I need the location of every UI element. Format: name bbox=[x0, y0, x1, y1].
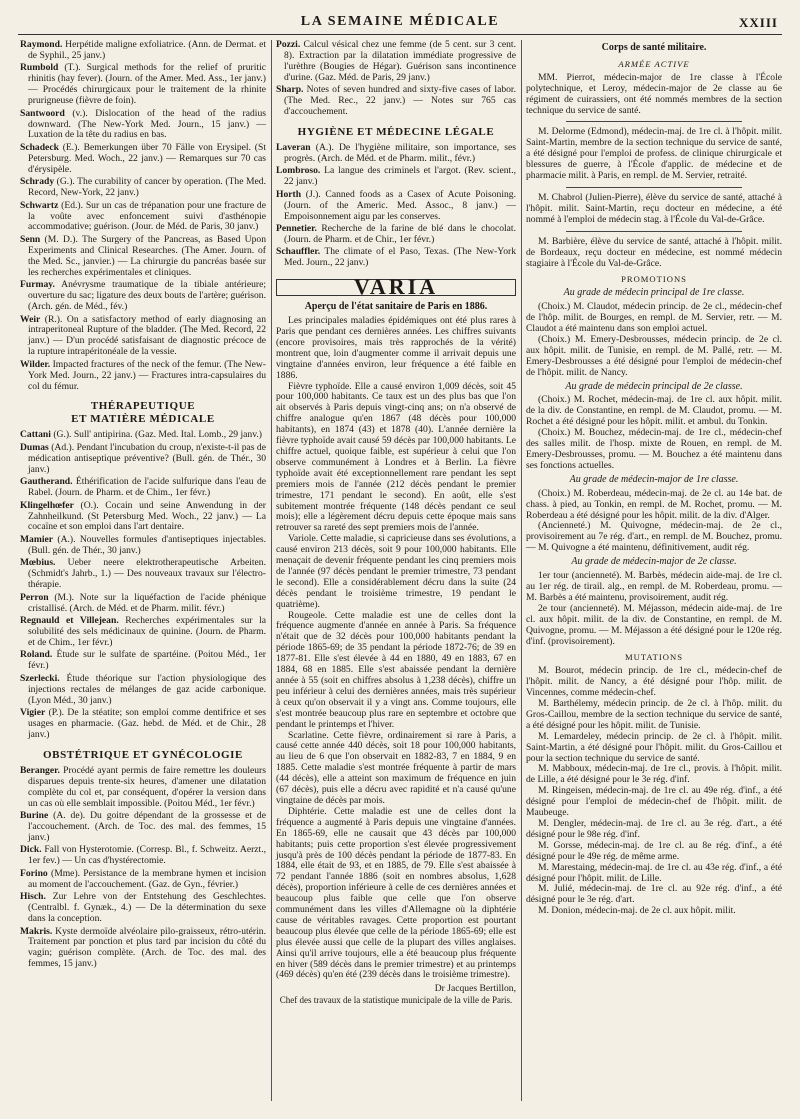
entry-author: Pozzi. bbox=[276, 39, 301, 50]
entry-text: (A. de). Du goitre dépendant de la grossesse et de l'accouchement. (Arch. de Toc. des mal. des femmes, 15 janv.) bbox=[28, 810, 266, 843]
entry-text: (T.). Surgical methods for the relief of pruritic rhinitis (hay fever). (Journ. of the Amer. Med. Ass., 1er janv.) — Procédés chirurgicaux pour le traitement de la rhinite prurigneuse (fièvre de foin). bbox=[28, 62, 266, 107]
entry-text: (A.). Nouvelles formules d'antiseptiques injectables. (Bull. gén. de Thér., 30 janv.) bbox=[28, 533, 266, 556]
entry-text: Étude théorique sur l'action physiologique des injections rectales de mélanges de gaz acide carbonique. (Lyon Méd., 30 janv.) bbox=[28, 672, 266, 706]
mutations-heading: MUTATIONS bbox=[625, 652, 683, 663]
entry-text: La langue des criminels et l'argot. (Rev. scient., 22 janv.) bbox=[284, 165, 516, 188]
column-middle bbox=[276, 40, 516, 1006]
bibliography-entry bbox=[20, 869, 266, 891]
grade-heading: Au grade de médecin principal de 1re classe. bbox=[563, 287, 745, 299]
entry-author: Beranger. bbox=[20, 764, 60, 776]
separator bbox=[566, 121, 742, 122]
entry-author: Gautherand. bbox=[20, 476, 73, 488]
entry-author: Forino bbox=[20, 867, 48, 879]
bibliography-entry bbox=[20, 927, 266, 971]
promotions-heading: PROMOTIONS bbox=[621, 274, 687, 285]
entry-text: Impacted fractures of the neck of the femur. (The New-York Med. Journ., 22 janv.) — Fractures intra-capsulaires du col du fémur. bbox=[28, 358, 266, 392]
entry-author: Furmay. bbox=[20, 279, 55, 291]
entry-author: Schauffler. bbox=[276, 246, 321, 258]
entry-author: Mamier bbox=[20, 533, 54, 545]
entry-author: Dumas bbox=[20, 441, 49, 453]
entry-author: Klingelhœfer bbox=[20, 499, 74, 511]
entry-author: Horth bbox=[276, 188, 302, 200]
page-header bbox=[18, 12, 782, 34]
bibliography-entry bbox=[20, 430, 266, 441]
entry-text: (Ad.). Pendant l'incubation du croup, n'existe-t-il pas de médication antiseptique préventive? (Bull. gén. de Thér., 30 janv.) bbox=[28, 441, 266, 475]
news-paragraph: (Ancienneté.) M. Quivogne, médecin-maj. de 2e cl., provisoirement au 7e rég. d'art., en rempl. de M. Bouchez, promu. — M. Quivogne a été maintenu, définitivement, audit rég. bbox=[526, 520, 782, 554]
varia-subtitle: Aperçu de l'état sanitaire de Paris en 1886. bbox=[304, 301, 488, 313]
bibliography-list bbox=[20, 430, 266, 740]
header-rule bbox=[18, 34, 782, 35]
grade-heading: Au grade de médecin-major de 2e classe. bbox=[571, 556, 737, 568]
entry-text: Calcul vésical chez une femme (de 5 cent. sur 3 cent. 8). Extraction par la dilatation immédiate progressive de l'urèthre (Bougies de Hégar). Guérison sans incontinence d'urine. (Gaz. Méd. de Paris, 29 janv.) bbox=[284, 39, 516, 83]
entry-author: Santwoord bbox=[20, 107, 65, 119]
bibliography-entry bbox=[20, 477, 266, 499]
entry-author: Schwartz bbox=[20, 199, 59, 211]
bibliography-entry bbox=[20, 892, 266, 925]
entry-author: Cattani bbox=[20, 429, 51, 441]
news-paragraph: (Choix.) M. Bouchez, médecin-maj. de 1re cl., médecin-chef des salles milit. de l'hosp. mixte de Rouen, en rempl. de M. Emery-Desbrousses, promu. — M. Bouchez a été maintenu dans ses fonctions actuelles. bbox=[526, 427, 782, 471]
news-paragraph: M. Chabrol (Julien-Pierre), élève du service de santé, attaché à l'hôpit. milit. Saint-Martin, reçu docteur en médecine, a été nommé à l'emploi de médecin stag. à l'École du Val-de-Grâce. bbox=[526, 191, 782, 225]
entry-author: Weir bbox=[20, 313, 41, 325]
entry-author: Senn bbox=[20, 233, 41, 245]
news-paragraph: 2e tour (ancienneté). M. Méjasson, médecin aide-maj. de 1re cl. aux hôpit. milit. de la div. de Constantine, en rempl. de M. Quivogne, promu. — M. Méjasson a été désigné pour le 120e rég. d'inf. (provisoirement). bbox=[526, 602, 782, 647]
bibliography-entry bbox=[276, 224, 516, 246]
entry-text: (Mme). Persistance de la membrane hymen et incision au moment de l'accouchement. (Gaz. de Gyn., février.) bbox=[28, 867, 266, 890]
bibliography-entry bbox=[276, 143, 516, 165]
author-affiliation: Chef des travaux de la statistique municipale de la ville de Paris. bbox=[279, 995, 513, 1006]
entry-text: Ueber neere elektrotherapeutische Arbeiten. (Schmidt's Jahrb., 1.) — Des nouveaux travaux sur l'électro-thérapie. bbox=[28, 557, 266, 591]
bibliography-entry bbox=[276, 85, 516, 118]
entry-author: Wilder. bbox=[20, 358, 51, 370]
entry-text: (E.). Bemerkungen über 70 Fälle von Erysipel. (St Petersburg. Med. Woch., 22 janv.) — Remarques sur 70 cas d'érysipèle. bbox=[28, 141, 266, 175]
entry-text: Procédé ayant permis de faire remettre les douleurs disparues depuis trente-six heures, d'amener une dilatation complète du col et, par conséquent, d'opérer la version dans un cas où elle semblait impossible. (Poitou Méd., 1er févr.) bbox=[28, 764, 266, 809]
article-paragraph: M. Barthélemy, médecin princip. de 2e cl. à l'hôp. milit. du Gros-Caillou, membre de la section technique du service de santé, a été désigné pour les hôpit. milit. de Tunisie. bbox=[526, 698, 782, 731]
entry-author: Schadeck bbox=[20, 141, 59, 153]
entry-text: (P.). De la stéatite; son emploi comme dentifrice et ses usages en pharmacie. (Gaz. hebd. de Méd. et de Chir., 28 janv.) bbox=[28, 707, 266, 740]
mutations-list bbox=[526, 666, 782, 917]
section-title-obstetrique: OBSTÉTRIQUE ET GYNÉCOLOGIE bbox=[42, 748, 243, 761]
page-number: XXIII bbox=[739, 15, 778, 30]
varia-article bbox=[276, 316, 516, 981]
author-signature: Dr Jacques Bertillon, bbox=[434, 983, 516, 995]
bibliography-entry bbox=[20, 811, 266, 844]
bibliography-entry bbox=[20, 63, 266, 107]
news-paragraph: 1er tour (ancienneté). M. Barbès, médecin aide-maj. de 1re cl. au 1er rég. de tirail. alg., en rempl. de M. Roberdeau, promu. — M. Barbès a été maintenu, provisoirement, audit rég. bbox=[526, 570, 782, 603]
bibliography-entry bbox=[20, 143, 266, 176]
entry-text: (v.). Dislocation of the head of the radius downward. (The New-York Med. Journ., 15 janv.) — Luxation de la tête du radius en bas. bbox=[28, 107, 266, 141]
bibliography-entry bbox=[20, 650, 266, 672]
bibliography-entry bbox=[20, 535, 266, 557]
bibliography-entry bbox=[20, 177, 266, 199]
entry-text: Éthérification de l'acide sulfurique dans l'eau de Rabel. (Journ. de Pharm. et de Chim., 1er févr.) bbox=[28, 476, 266, 499]
bibliography-entry bbox=[20, 40, 266, 62]
article-paragraph: M. Donion, médecin-maj. de 2e cl. aux hôpit. milit. bbox=[538, 905, 736, 917]
bibliography-list bbox=[276, 143, 516, 269]
entry-author: Burine bbox=[20, 810, 49, 822]
grade-heading: Au grade de médecin principal de 2e classe. bbox=[565, 380, 743, 392]
news-paragraph: (Choix.) M. Claudot, médecin princip. de 2e cl., médecin-chef de l'hôp. milit. de Bourges, en rempl. de M. Servier, retr. — M. Claudot a été maintenu dans son emploi actuel. bbox=[526, 301, 782, 335]
bibliography-entry bbox=[276, 166, 516, 188]
entry-author: Lombroso. bbox=[276, 165, 321, 177]
article-paragraph: Variole. Cette maladie, si capricieuse dans ses évolutions, a causé environ 213 décès, soit 9 pour 100,000 habitants. Elle menaçait de devenir fréquente pendant les cinq premiers mois de l'année (97 décès pendant le premier trimestre, 73 pendant le second). Elle a considérablement décru dans la suite (24 décès pendant le troisième trimestre, 19 pendant le quatrième). bbox=[276, 533, 516, 610]
bibliography-entry bbox=[20, 616, 266, 649]
bibliography-entry bbox=[20, 708, 266, 741]
entry-author: Szerlecki. bbox=[20, 672, 60, 684]
bibliography-entry bbox=[20, 845, 266, 867]
entry-author: Pennetier. bbox=[276, 223, 317, 235]
entry-text: (M.). Note sur la liquéfaction de l'acide phénique cristallisé. (Arch. de Méd. et de Pharm. milit. févr.) bbox=[28, 591, 266, 614]
journal-title: LA SEMAINE MÉDICALE bbox=[300, 14, 500, 29]
article-paragraph: M. Lemardeley, médecin princip. de 2e cl. à l'hôpit. milit. Saint-Martin, a été désigné pour l'hôpit. milit. du Gros-Caillou et pour la section technique du service de santé. bbox=[526, 730, 782, 764]
news-paragraph: MM. Pierrot, médecin-major de 1re classe à l'École polytechnique, et Leroy, médecin-major de 2e classe au 6e régiment de cuirassiers, ont été nommés membres de la section technique du service de santé. bbox=[526, 71, 782, 116]
entry-author: Mœbius. bbox=[20, 557, 56, 569]
bibliography-entry bbox=[20, 280, 266, 313]
bibliography-entry bbox=[276, 247, 516, 269]
entry-text: (G.). The curability of cancer by operation. (The Med. Record, New-York, 22 janv.) bbox=[28, 176, 266, 199]
bibliography-entry bbox=[20, 593, 266, 615]
entry-author: Vigier bbox=[20, 707, 46, 719]
entry-text: (A.). De l'hygiène militaire, son importance, ses progrès. (Arch. de Méd. et de Pharm. milit., févr.) bbox=[284, 141, 516, 164]
news-paragraph: (Choix.) M. Rochet, médecin-maj. de 1re cl. aux hôpit. milit. de la div. de Constantine, en rempl. de M. Claudot, promu. — M. Rochet a été désigné pour les hôpit. milit. et ambul. du Tonkin. bbox=[526, 394, 782, 428]
entry-text: Étude sur le sulfate de spartéine. (Poitou Méd., 1er févr.) bbox=[28, 649, 266, 672]
column-divider bbox=[271, 40, 272, 1101]
entry-text: The climate of el Paso, Texas. (The New-York Med. Journ., 22 janv.) bbox=[284, 246, 516, 269]
article-paragraph: Scarlatine. Cette fièvre, ordinairement si rare à Paris, a causé cette année 440 décès, soit 18 pour 100,000 habitants, au lieu de 6 que l'on observait en 1882-83, 7 en 1884, 9 en 1885. Cette maladie s'est montrée fréquente à partir de mars (44 décès), elle a atteint son maximum de fréquence en juin (67 décès), puis elle a décru avec rapidité et n'a causé qu'une vingtaine de décès par mois. bbox=[276, 729, 516, 806]
entry-text: (Ed.). Sur un cas de trépanation pour une fracture de la voûte avec enfoncement suivi d'asthénopie accommodative; guérison. (Jour. de Méd. de Paris, 30 janv.) bbox=[28, 199, 266, 233]
entry-text: (G.). Sull' antipirina. (Gaz. Med. Ital. Lomb., 29 janv.) bbox=[50, 429, 262, 441]
news-paragraph: M. Barbière, élève du service de santé, attaché à l'hôpit. milit. de Bordeaux, reçu docteur en médecine, est nommé médecin stagiaire à l'École du Val-de-Grâce. bbox=[526, 235, 782, 269]
news-paragraph: M. Delorme (Edmond), médecin-maj. de 1re cl. à l'hôpit. milit. Saint-Martin, membre de la section technique du service de santé, a été désigné pour l'emploi de profess. de clinique chirurgicale et blessures de guerre, à l'École d'applic. de médecine et de pharmacie milit. à Paris, en rempl. de M. Servier, retraité. bbox=[526, 126, 782, 182]
bibliography-entry bbox=[276, 40, 516, 84]
entry-text: Recherche de la farine de blé dans le chocolat. (Journ. de Pharm. et de Chir., 1er févr.) bbox=[284, 223, 516, 245]
entry-author: Regnauld et Villejean. bbox=[20, 615, 119, 627]
section-title-therapeutique: THÉRAPEUTIQUE ET MATIÈRE MÉDICALE bbox=[71, 400, 215, 426]
separator bbox=[566, 231, 742, 232]
article-paragraph: Rougeole. Cette maladie est une de celles dont la fréquence augmente d'année en année à Paris. Sa fréquence n'était que de 32 décès pour 100,000 habitants pendant la période 1865-69; de 35 pendant la période 1872-76; de 39 en 1877-81. Elle s'est élevée à 44 en 1880, 49 en 1883, 67 en 1884, 68 en 1885. Elle s'est abaissée pendant la dernière année à 55 (soit en chiffres absolus à 1,238 décès), chiffre un peu inférieur à celui des dernières années, mais très supérieur à ceux qu'on observait il y a vingt ans. Comme toujours, elle s'est montrée beaucoup plus rare en septembre et octobre que pendant le printemps et l'hiver. bbox=[276, 609, 516, 730]
article-paragraph: Fièvre typhoïde. Elle a causé environ 1,009 décès, soit 45 pour 100,000 habitants. Ce taux est un des plus bas que l'on ait observés à Paris depuis vingt-cinq ans; on n'a observé de chiffre analogue qu'en 1867 (48 décès pour 100,000 habitants), en 1874 (43) et 1878 (40). L'année dernière la fièvre typhoïde avait causé 59 décès par 100,000 habitants. Le chiffre actuel, quoique faible, est supérieur à celui que l'on observe communément à Londres et à Berlin. La fièvre typhoïde avait été exceptionnellement rare pendant les sept premiers mois de l'année (212 décès pendant le premier trimestre, 171 pendant le second). En août, elle s'est subitement montrée fréquente (148 décès pendant ce seul mois); elle a légèrement décru depuis cette époque mais sans retrouver sa rareté des sept premiers mois de l'année. bbox=[276, 380, 516, 534]
bibliography-entry bbox=[20, 674, 266, 707]
entry-author: Rumbold bbox=[20, 62, 59, 74]
entry-author: Makris. bbox=[20, 925, 53, 937]
column-divider bbox=[521, 40, 522, 1101]
entry-author: Sharp. bbox=[276, 84, 304, 96]
article-paragraph: M. Dengler, médecin-maj. de 1re cl. au 3e rég. d'art., a été désigné pour le 98e rég. d'inf. bbox=[526, 818, 782, 840]
news-paragraph: (Choix.) M. Roberdeau, médecin-maj. de 2e cl. au 14e bat. de chass. à pied, au Tonkin, en rempl. de M. Rochet, promu. — M. Roberdeau a été désigné pour les hôpit. milit. de la div. d'Alger. bbox=[526, 487, 782, 521]
separator bbox=[566, 187, 742, 188]
entry-author: Perron bbox=[20, 591, 49, 603]
bibliography-entry bbox=[20, 766, 266, 810]
article-paragraph: M. Gorsse, médecin-maj. de 1re cl. au 8e rég. d'inf., a été désigné pour le 49e rég. de même arme. bbox=[526, 839, 782, 862]
entry-text: Zur Lehre von der Entstehung des Geschlechtes. (Centralbl. f. Gynæk., 4.) — De la détermination du sexe dans la conception. bbox=[28, 891, 266, 924]
grade-heading: Au grade de médecin-major de 1re classe. bbox=[569, 473, 739, 485]
entry-text: Fall von Hysterotomie. (Corresp. Bl., f. Schweitz. Aerzt., 1er fev.) — Un cas d'hystérectomie. bbox=[28, 844, 266, 867]
bibliography-entry bbox=[20, 360, 266, 393]
article-paragraph: Les principales maladies épidémiques ont été plus rares à Paris que pendant ces dernières années. Les chiffres suivants (encore provisoires, mais très rapprochés de la vérité) montrent que, loin d'augmenter comme il arrivait depuis une vingtaine d'années environ, leur fréquence a été faible en 1886. bbox=[276, 315, 516, 381]
entry-text: Recherches expérimentales sur la solubilité des sels médicinaux de quinine. (Journ. de Pharm. et de Chim., 1er févr.) bbox=[28, 615, 266, 648]
entry-author: Schrady bbox=[20, 176, 55, 188]
article-paragraph: M. Ringeisen, médecin-maj. de 1re cl. au 49e rég. d'inf., a été désigné pour l'emploi de médecin-chef de l'hôpit. milit. de Maubeuge. bbox=[526, 785, 782, 819]
entry-text: (J.). Canned foods as a Casex of Acute Poisoning. (Journ. of the Americ. Med. Assoc., 8 janv.) — Empoisonnement aigu par les conserves. bbox=[284, 188, 516, 222]
bibliography-entry bbox=[20, 501, 266, 534]
varia-heading: VARIA bbox=[276, 279, 516, 296]
entry-text: (M. D.). The Surgery of the Pancreas, as Based Upon Experiments and Clinical Researches. (The Amer. Journ. of the Med. Sc., janvier.) — La chirurgie du pancréas basée sur les recherches expérimentales et cliniques. bbox=[28, 233, 266, 278]
entry-author: Raymond. bbox=[20, 39, 63, 50]
bibliography-list bbox=[20, 40, 266, 392]
entry-text: Anévrysme traumatique de la tibiale antérieure; ouverture du sac; ligature des deux bouts de l'artère; guérison. (Arch. gén. de Méd., fév.) bbox=[28, 279, 266, 312]
bibliography-list bbox=[20, 766, 266, 970]
bibliography-entry bbox=[276, 190, 516, 223]
article-paragraph: M. Mabboux, médecin-maj. de 1re cl., provis. à l'hôpit. milit. de Lille, a été désigné pour le 3e rég. d'inf. bbox=[526, 763, 782, 786]
bibliography-entry bbox=[20, 443, 266, 476]
bibliography-entry bbox=[20, 235, 266, 279]
entry-author: Roland. bbox=[20, 649, 53, 661]
section-title-hygiene: HYGIÈNE ET MÉDECINE LÉGALE bbox=[297, 125, 495, 138]
bibliography-entry bbox=[20, 201, 266, 234]
article-paragraph: Diphtérie. Cette maladie est une de celles dont la fréquence a augmenté à Paris depuis une vingtaine d'années. En 1865-69, elle ne causait que 43 décès par 100,000 habitants; puis cette proportion s'est élevée progressivement jusqu'à près de 100 décès pendant la période de 1877-83. En 1884, elle était de 93, et en 1885, de 79. Elle s'est abaissée à 72 pendant l'année 1886 (soit en nombres absolus, 1,628 décès), proportion inférieure à celle de ces dernières années et beaucoup plus faible que celle que l'on observe communément dans les villes d'Allemagne où la diphtérie cause de véritables ravages. Cette proportion est pourtant beaucoup plus élevée que celle de la période 1865-69; elle est plus élevée aussi que celle de la plupart des villes anglaises. Ainsi qu'il arrive toujours, elle a été beaucoup plus fréquente en hiver (589 décès dans le premier trimestre) et au printemps (469 décès) qu'en été (239 décès dans le troisième trimestre). bbox=[276, 805, 516, 981]
entry-text: Notes of seven hundred and sixty-five cases of labor. (The Med. Rec., 22 janv.) — Notes sur 765 cas d'accouchement. bbox=[284, 84, 516, 118]
section-title-corps: Corps de santé militaire. bbox=[601, 42, 707, 53]
bibliography-entry bbox=[20, 315, 266, 359]
article-paragraph: M. Marestaing, médecin-maj. de 1re cl. au 43e rég. d'inf., a été désigné pour l'hôpit. milit. de Lille. bbox=[526, 861, 782, 884]
entry-text: (R.). On a satisfactory method of early diagnosing an intraperitoneal Rupture of the bladder. (The Med. Record, 22 janv.) — D'un procédé satisfaisant de diagnostic précoce de la rupture intrapéritonéale de la vessie. bbox=[28, 313, 266, 358]
entry-text: Herpétide maligne exfoliatrice. (Ann. de Dermat. et de Syphil., 25 janv.) bbox=[28, 39, 266, 61]
news-paragraph: (Choix.) M. Emery-Desbrousses, médecin princip. de 2e cl. aux hôpit. milit. de Tunisie, en rempl. de M. Pallé, retr. — M. Emery-Desbrousses a été désigné pour l'emploi de médecin-chef de l'hôpit. milit. de Nancy. bbox=[526, 333, 782, 378]
column-right bbox=[526, 40, 782, 917]
bibliography-entry bbox=[20, 558, 266, 591]
section-subtitle-armee: ARMÉE ACTIVE bbox=[618, 58, 690, 69]
article-paragraph: M. Bourot, médecin princip. de 1re cl., médecin-chef de l'hôpit. milit. de Nancy, a été désigné pour l'hôp. milit. de Vincennes, comme médecin-chef. bbox=[526, 665, 782, 699]
entry-author: Dick. bbox=[20, 844, 42, 856]
bibliography-list bbox=[276, 40, 516, 118]
entry-text: Kyste dermoïde alvéolaire pilo-graisseux, rétro-utérin. Traitement par ponction et plus tard par incision du côté du vagin; guérison complète. (Arch. de Toc. des mal. des femmes, 15 janv.) bbox=[28, 925, 266, 970]
entry-text: (O.). Cocain und seine Anwendung in der Zahnheilkund. (St Petersburg Med. Woch., 22 janv.) — La cocaïne et son emploi dans l'art dentaire. bbox=[28, 499, 266, 533]
article-paragraph: M. Julié, médecin-maj. de 1re cl. au 92e rég. d'inf., a été désigné pour le 3e rég. d'art. bbox=[526, 883, 782, 906]
column-left bbox=[20, 40, 266, 972]
entry-author: Hisch. bbox=[20, 891, 46, 903]
entry-author: Laveran bbox=[276, 141, 311, 153]
bibliography-entry bbox=[20, 109, 266, 142]
